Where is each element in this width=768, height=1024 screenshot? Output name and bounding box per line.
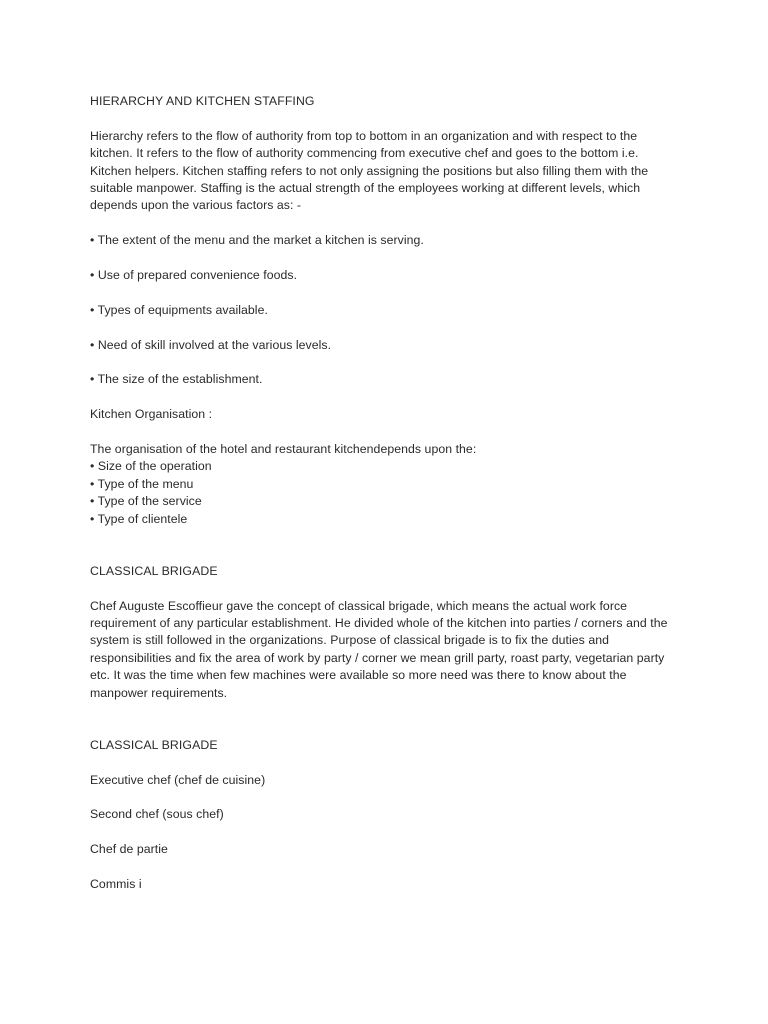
- paragraph-line: etc. It was the time when few machines were available so more need was there to know about the: [90, 668, 627, 683]
- section-heading-classical-brigade: CLASSICAL BRIGADE: [90, 563, 218, 578]
- factor-item: • The size of the establishment.: [90, 372, 263, 387]
- organisation-item: • Size of the operation: [90, 459, 212, 474]
- factor-item: • Use of prepared convenience foods.: [90, 268, 298, 283]
- section-heading-classical-brigade-roles: CLASSICAL BRIGADE: [90, 737, 218, 752]
- factor-item: • Types of equipments available.: [90, 302, 268, 317]
- brigade-role: Executive chef (chef de cuisine): [90, 772, 266, 787]
- paragraph-line: manpower requirements.: [90, 685, 228, 700]
- paragraph-line: Hierarchy refers to the flow of authority from top to bottom in an organization and with respect to the: [90, 128, 638, 143]
- organisation-item: • Type of the menu: [90, 476, 194, 491]
- paragraph-line: responsibilities and fix the area of work by party / corner we mean grill party, roast party, vegetarian party: [90, 650, 665, 665]
- paragraph-line: kitchen. It refers to the flow of authority commencing from executive chef and goes to the bottom i.e.: [90, 146, 639, 161]
- organisation-item: • Type of the service: [90, 494, 202, 509]
- brigade-role: Second chef (sous chef): [90, 807, 224, 822]
- factor-item: • Need of skill involved at the various levels.: [90, 337, 332, 352]
- organisation-item: • Type of clientele: [90, 511, 188, 526]
- paragraph-line: Kitchen helpers. Kitchen staffing refers to not only assigning the positions but also filling them with the: [90, 163, 649, 178]
- section-heading-hierarchy: HIERARCHY AND KITCHEN STAFFING: [90, 94, 315, 108]
- paragraph-line: Chef Auguste Escoffieur gave the concept of classical brigade, which means the actual work force: [90, 598, 628, 613]
- factor-item: • The extent of the menu and the market a kitchen is serving.: [90, 233, 424, 248]
- brigade-role: Commis i: [90, 877, 142, 892]
- document-body: [90, 93, 690, 893]
- kitchen-organisation-heading: Kitchen Organisation :: [90, 407, 213, 422]
- paragraph-line: system is still followed in the organizations. Purpose of classical brigade is to fix the duties and: [90, 633, 609, 648]
- paragraph-line: requirement of any particular establishment. He divided whole of the kitchen into parties / corners and the: [90, 616, 668, 631]
- intro-paragraph: [90, 128, 690, 215]
- paragraph-line: suitable manpower. Staffing is the actual strength of the employees working at different levels, which: [90, 181, 641, 196]
- brigade-paragraph: [90, 598, 690, 702]
- paragraph-line: depends upon the various factors as: -: [90, 198, 302, 213]
- brigade-role: Chef de partie: [90, 842, 168, 857]
- organisation-intro: The organisation of the hotel and restaurant kitchendepends upon the:: [90, 442, 477, 456]
